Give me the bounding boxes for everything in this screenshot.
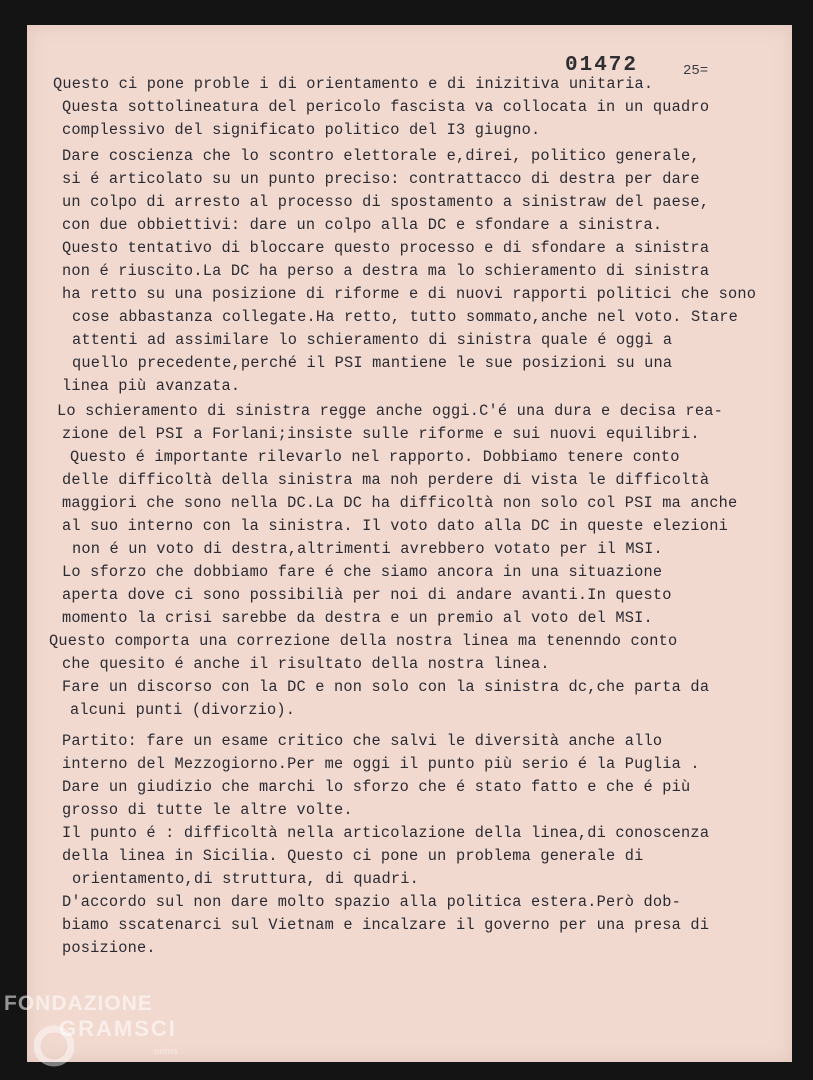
text-line: al suo interno con la sinistra. Il voto dato alla DC in queste elezioni — [62, 517, 728, 535]
text-line: si é articolato su un punto preciso: contrattacco di destra per dare — [62, 170, 700, 188]
text-line: che quesito é anche il risultato della nostra linea. — [62, 655, 550, 673]
text-line: non é un voto di destra,altrimenti avrebbero votato per il MSI. — [72, 540, 663, 558]
text-line: Questo é importante rilevarlo nel rapporto. Dobbiamo tenere conto — [70, 448, 680, 466]
text-line: orientamento,di struttura, di quadri. — [72, 870, 420, 888]
text-line: Questo comporta una correzione della nostra linea ma tenenndo conto — [49, 632, 678, 650]
text-line: alcuni punti (divorzio). — [70, 701, 296, 719]
text-line: non é riuscito.La DC ha perso a destra ma lo schieramento di sinistra — [62, 262, 710, 280]
page-number: 25= — [683, 63, 709, 79]
text-line: Questo tentativo di bloccare questo processo e di sfondare a sinistra — [62, 239, 710, 257]
text-line: Lo schieramento di sinistra regge anche oggi.C'é una dura e decisa rea- — [57, 402, 723, 420]
text-line: Lo sforzo che dobbiamo fare é che siamo ancora in una situazione — [62, 563, 663, 581]
text-line: maggiori che sono nella DC.La DC ha difficoltà non solo col PSI ma anche — [62, 494, 738, 512]
text-line: un colpo di arresto al processo di spostamento a sinistraw del paese, — [62, 193, 710, 211]
text-line: Questa sottolineatura del pericolo fascista va collocata in un quadro — [62, 98, 710, 116]
text-line: quello precedente,perché il PSI mantiene le sue posizioni su una — [72, 354, 673, 372]
text-line: complessivo del significato politico del I3 giugno. — [62, 121, 541, 139]
document-number: 01472 — [565, 54, 639, 77]
text-line: cose abbastanza collegate.Ha retto, tutto sommato,anche nel voto. Stare — [72, 308, 738, 326]
text-line: Fare un discorso con la DC e non solo con la sinistra dc,che parta da — [62, 678, 710, 696]
text-line: ha retto su una posizione di riforme e di nuovi rapporti politici che sono — [62, 285, 757, 303]
text-line: della linea in Sicilia. Questo ci pone un problema generale di — [62, 847, 644, 865]
text-line: Partito: fare un esame critico che salvi le diversità anche allo — [62, 732, 663, 750]
text-line: linea più avanzata. — [62, 377, 241, 395]
text-line: posizione. — [62, 939, 156, 957]
text-line: momento la crisi sarebbe da destra e un premio al voto del MSI. — [62, 609, 653, 627]
text-line: Dare un giudizio che marchi lo sforzo che é stato fatto e che é più — [62, 778, 691, 796]
text-line: Questo ci pone proble i di orientamento e di inizitiva unitaria. — [53, 75, 654, 93]
text-line: D'accordo sul non dare molto spazio alla politica estera.Però dob- — [62, 893, 682, 911]
text-line: biamo sscatenarci sul Vietnam e incalzare il governo per una presa di — [62, 916, 710, 934]
fondazione-gramsci-watermark — [4, 986, 224, 1076]
text-line: aperta dove ci sono possibilià per noi di andare avanti.In questo — [62, 586, 672, 604]
watermark-line3: onlus — [154, 1046, 178, 1056]
text-line: zione del PSI a Forlani;insiste sulle riforme e sui nuovi equilibri. — [62, 425, 700, 443]
watermark-line2: GRAMSCI — [59, 1016, 177, 1041]
text-line: attenti ad assimilare lo schieramento di sinistra quale é oggi a — [72, 331, 673, 349]
text-line: Dare coscienza che lo scontro elettorale e,direi, politico generale, — [62, 147, 700, 165]
text-line: delle difficoltà della sinistra ma noh perdere di vista le difficoltà — [62, 471, 710, 489]
text-line: con due obbiettivi: dare un colpo alla DC e sfondare a sinistra. — [62, 216, 663, 234]
text-line: Il punto é : difficoltà nella articolazione della linea,di conoscenza — [62, 824, 710, 842]
watermark-line1: FONDAZIONE — [4, 992, 153, 1015]
text-line: interno del Mezzogiorno.Per me oggi il punto più serio é la Puglia . — [62, 755, 700, 773]
text-line: grosso di tutte le altre volte. — [62, 801, 353, 819]
